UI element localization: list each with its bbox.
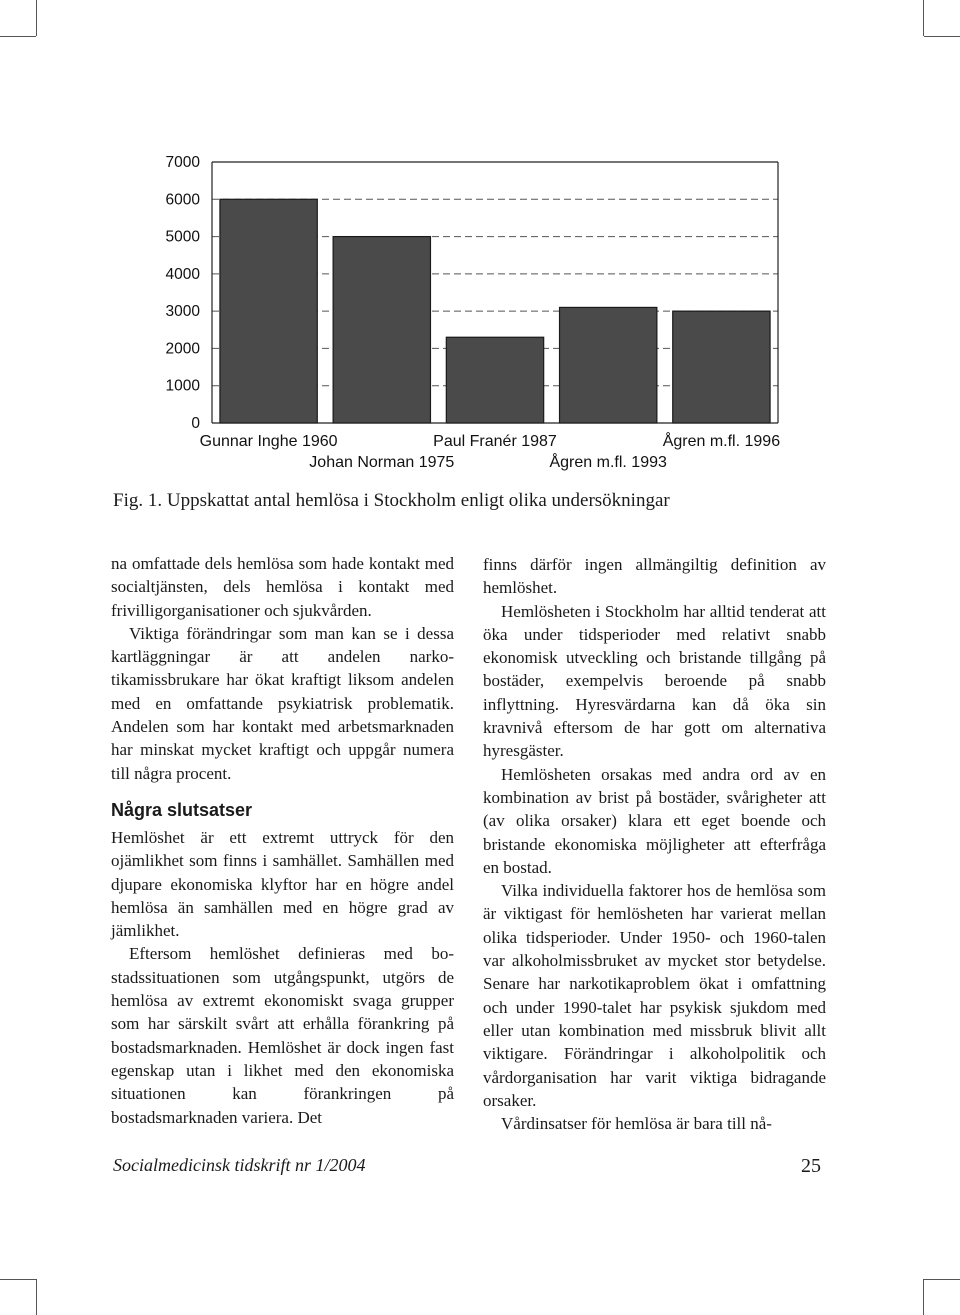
bar	[333, 237, 430, 423]
paragraph: na omfattade dels hemlösa som hade kontakt med socialtjänsten, dels hemlösa i kontakt med frivilligorganisationer och sjukvården.	[111, 554, 454, 620]
section-heading: Några slutsatser	[111, 799, 253, 820]
bar	[560, 307, 657, 423]
crop-mark	[0, 36, 36, 37]
paragraph: Vilka individuella faktorer hos de hemlösa som är viktigast för hemlösheten har varierat mellan olika tidsperioder. Under 1950- och 1960-talen var alkoholmissbruket av mycket stor betydelse. Senare har narkotikaproblem ökat i omfattning och under 1990-talet har psykisk sjukdom med eller utan kombination med missbruk blivit allt viktigare. Förändringar i alkoholpolitik och vårdorganisation har varit viktiga bidragande orsaker.	[483, 881, 826, 1110]
y-tick-label: 6000	[165, 191, 200, 209]
y-tick-label: 7000	[165, 154, 200, 171]
bar	[673, 311, 770, 423]
paragraph: finns därför ingen allmängiltig definition av hemlöshet.	[483, 555, 826, 598]
paragraph: Eftersom hemlöshet definieras med bostadssituationen som utgångspunkt, utgörs de hemlösa av extremt ekonomiskt svaga grupper som har särskilt svårt att erhålla förankring på bostadsmarknaden. Hemlöshet är dock ingen fast egenskap utan i likhet med den ekonomiska situationen kan förankringen på bostadsmarknaden variera. Det	[111, 944, 454, 1127]
x-category-label: Ågren m.fl. 1996	[662, 433, 781, 450]
x-category-label: Ågren m.fl. 1993	[549, 454, 667, 471]
paragraph: Hemlösheten i Stockholm har alltid tenderat att öka under tidsperioder med relativt snabb ekonomisk utveckling och bristande tillgång på bostäder, exempelvis beroende på snabb inflyttning. Hyresvärdarna kan då öka sin kravnivå eftersom de har gott om alternativa hyresgäster.	[483, 601, 826, 761]
crop-mark	[36, 1279, 37, 1315]
paragraph: Hemlösheten orsakas med andra ord av en kombination av brist på bostäder, svårigheter att (av olika orsaker) klara ett eget boende och bristande ekonomiska möjligheter att efterfråga en bostad.	[483, 764, 826, 877]
page-number: 25	[801, 1155, 821, 1177]
x-category-label: Paul Franér 1987	[433, 433, 557, 450]
crop-mark	[0, 1279, 36, 1280]
y-tick-label: 0	[191, 415, 200, 432]
bar-chart	[150, 150, 800, 480]
x-category-label: Gunnar Inghe 1960	[199, 433, 338, 450]
x-category-label: Johan Norman 1975	[309, 454, 455, 471]
y-tick-label: 5000	[165, 228, 200, 246]
crop-mark	[36, 0, 37, 36]
y-tick-label: 4000	[165, 265, 200, 283]
journal-footer: Socialmedicinsk tidskrift nr 1/2004	[113, 1155, 366, 1175]
paragraph: Viktiga förändringar som man kan se i dessa kartläggningar är att andelen narkotikamissbrukare har ökat kraftigt liksom andelen med en omfattande psykiatrisk problematik. Andelen som har kontakt med arbetsmarknaden har minskat mycket kraftigt och uppgår numera till några procent.	[111, 623, 454, 783]
bar	[446, 337, 543, 423]
text-column-right	[483, 553, 826, 1135]
paragraph: Hemlöshet är ett extremt uttryck för den ojämlikhet som finns i samhället. Samhällen med djupare ekonomiska klyftor har en högre andel hemlösa än samhällen med en högre grad av jämlikhet.	[111, 827, 454, 941]
bar	[220, 199, 317, 423]
paragraph: Vårdinsatser för hemlösa är bara till nå-	[501, 1114, 772, 1134]
crop-mark	[924, 36, 960, 37]
text-column-left	[111, 552, 454, 1129]
y-tick-label: 1000	[165, 377, 200, 395]
figure-caption: Fig. 1. Uppskattat antal hemlösa i Stockholm enligt olika undersökningar	[113, 490, 670, 511]
crop-mark	[923, 1279, 924, 1315]
crop-mark	[923, 0, 924, 36]
crop-mark	[924, 1279, 960, 1280]
y-tick-label: 2000	[165, 340, 200, 358]
y-tick-label: 3000	[165, 303, 200, 321]
